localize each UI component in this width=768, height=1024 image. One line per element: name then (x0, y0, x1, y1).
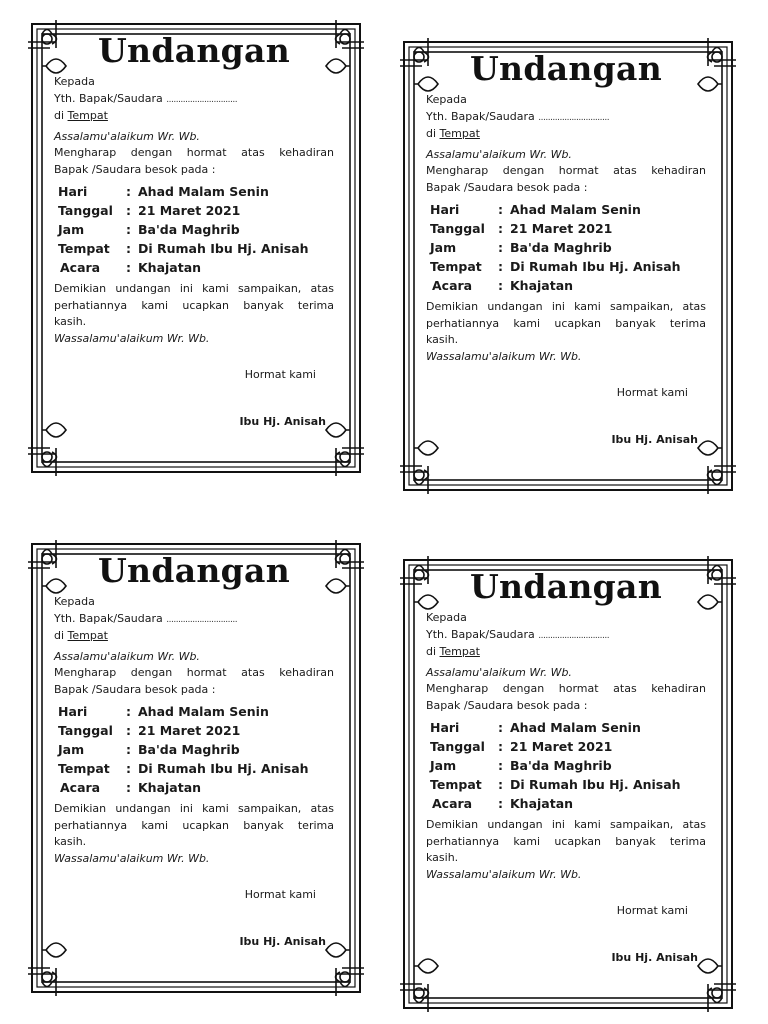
detail-colon: : (498, 278, 503, 293)
place-text: Tempat (67, 109, 108, 122)
closing-line-1: Demikian undangan ini kami sampaikan, atas (426, 818, 706, 831)
event-details (430, 200, 706, 295)
farewell: Wassalamu'alaikum Wr. Wb. (54, 851, 210, 865)
detail-colon: : (126, 222, 131, 237)
place-line: di Tempat (426, 645, 480, 658)
intro-line-1: Mengharap dengan hormat atas kehadiran (426, 164, 706, 177)
invitation-content (426, 50, 706, 448)
detail-value: Ba'da Maghrib (138, 222, 240, 237)
closing-line-1: Demikian undangan ini kami sampaikan, atas (54, 802, 334, 815)
detail-colon: : (498, 758, 503, 773)
recipient-line: Yth. Bapak/Saudara .............................. (426, 109, 610, 123)
addressee-label: Kepada (426, 611, 467, 624)
invitation-title: Undangan (97, 551, 291, 590)
detail-label: Tempat (58, 241, 110, 256)
detail-colon: : (498, 777, 503, 792)
detail-value: Ahad Malam Senin (510, 202, 641, 217)
detail-value: Ba'da Maghrib (138, 742, 240, 757)
invitation-title: Undangan (469, 49, 663, 88)
recipient-blank: .............................. (166, 94, 238, 105)
detail-value: Khajatan (510, 796, 574, 811)
intro-line-2: Bapak /Saudara besok pada : (426, 698, 588, 712)
detail-value: 21 Maret 2021 (138, 203, 241, 218)
detail-row (58, 702, 334, 721)
detail-value: Ahad Malam Senin (510, 720, 641, 735)
detail-value: Di Rumah Ibu Hj. Anisah (138, 241, 309, 256)
invitation-card-3 (26, 538, 366, 998)
detail-row (430, 200, 706, 219)
recipient-blank: .............................. (538, 112, 610, 123)
detail-value: Khajatan (138, 260, 202, 275)
detail-row (58, 759, 334, 778)
greeting: Assalamu'alaikum Wr. Wb. (54, 649, 200, 663)
event-details (58, 182, 334, 277)
detail-value: 21 Maret 2021 (510, 739, 613, 754)
invitation-content (426, 568, 706, 966)
signer-name: Ibu Hj. Anisah (611, 432, 698, 446)
recipient-line: Yth. Bapak/Saudara .............................. (426, 627, 610, 641)
detail-row (430, 276, 706, 295)
detail-value: Ahad Malam Senin (138, 704, 269, 719)
detail-colon: : (126, 780, 131, 795)
detail-label: Hari (58, 704, 88, 719)
greeting: Assalamu'alaikum Wr. Wb. (426, 147, 572, 161)
detail-label: Hari (430, 202, 460, 217)
greeting: Assalamu'alaikum Wr. Wb. (426, 665, 572, 679)
detail-label: Hari (430, 720, 460, 735)
signer-name: Ibu Hj. Anisah (239, 414, 326, 428)
place-text: Tempat (439, 127, 480, 140)
detail-label: Acara (60, 260, 101, 275)
detail-value: Di Rumah Ibu Hj. Anisah (510, 259, 681, 274)
detail-label: Tanggal (58, 723, 113, 738)
detail-label: Jam (430, 240, 457, 255)
invitation-content (54, 32, 334, 430)
detail-label: Jam (58, 222, 85, 237)
detail-row (430, 257, 706, 276)
addressee-label: Kepada (54, 75, 95, 88)
detail-row (58, 182, 334, 201)
closing-line-3: kasih. (426, 851, 459, 864)
detail-colon: : (498, 202, 503, 217)
detail-row (430, 238, 706, 257)
detail-label: Acara (432, 278, 473, 293)
invitation-card-2 (398, 36, 738, 496)
detail-colon: : (498, 259, 503, 274)
detail-row (430, 794, 706, 813)
detail-colon: : (126, 761, 131, 776)
detail-row (58, 220, 334, 239)
greeting: Assalamu'alaikum Wr. Wb. (54, 129, 200, 143)
farewell: Wassalamu'alaikum Wr. Wb. (426, 349, 582, 363)
detail-colon: : (126, 742, 131, 757)
closing-line-3: kasih. (426, 333, 459, 346)
invitation-title: Undangan (469, 567, 663, 606)
detail-label: Tanggal (430, 221, 485, 236)
detail-row (430, 219, 706, 238)
detail-row (58, 201, 334, 220)
detail-value: 21 Maret 2021 (510, 221, 613, 236)
closing-line-1: Demikian undangan ini kami sampaikan, atas (426, 300, 706, 313)
detail-label: Tanggal (430, 739, 485, 754)
addressee-label: Kepada (54, 595, 95, 608)
detail-value: Ba'da Maghrib (510, 758, 612, 773)
recipient-line: Yth. Bapak/Saudara .............................. (54, 91, 238, 105)
recipient-blank: .............................. (538, 630, 610, 641)
place-line: di Tempat (54, 109, 108, 122)
detail-row (430, 756, 706, 775)
signer-name: Ibu Hj. Anisah (611, 950, 698, 964)
intro-line-2: Bapak /Saudara besok pada : (54, 682, 216, 696)
detail-label: Tanggal (58, 203, 113, 218)
invitation-content (54, 552, 334, 950)
invitation-card-1 (26, 18, 366, 478)
detail-colon: : (126, 184, 131, 199)
detail-value: Di Rumah Ibu Hj. Anisah (510, 777, 681, 792)
detail-label: Tempat (430, 259, 482, 274)
detail-label: Tempat (430, 777, 482, 792)
detail-value: Ba'da Maghrib (510, 240, 612, 255)
signer-name: Ibu Hj. Anisah (239, 934, 326, 948)
closing-line-3: kasih. (54, 315, 87, 328)
place-line: di Tempat (54, 629, 108, 642)
detail-row (58, 239, 334, 258)
intro-line-2: Bapak /Saudara besok pada : (54, 162, 216, 176)
detail-label: Hari (58, 184, 88, 199)
event-details (430, 718, 706, 813)
detail-value: Khajatan (138, 780, 202, 795)
detail-colon: : (126, 241, 131, 256)
intro-line-1: Mengharap dengan hormat atas kehadiran (426, 682, 706, 695)
detail-value: 21 Maret 2021 (138, 723, 241, 738)
detail-label: Acara (432, 796, 473, 811)
detail-label: Tempat (58, 761, 110, 776)
detail-colon: : (498, 796, 503, 811)
regards-text: Hormat kami (616, 386, 688, 399)
invitation-title: Undangan (97, 31, 291, 70)
detail-value: Ahad Malam Senin (138, 184, 269, 199)
detail-colon: : (126, 704, 131, 719)
detail-row (430, 718, 706, 737)
detail-row (58, 258, 334, 277)
regards-text: Hormat kami (244, 368, 316, 381)
intro-line-2: Bapak /Saudara besok pada : (426, 180, 588, 194)
detail-row (58, 740, 334, 759)
detail-colon: : (126, 260, 131, 275)
addressee-label: Kepada (426, 93, 467, 106)
detail-row (430, 775, 706, 794)
invitation-card-4 (398, 554, 738, 1014)
closing-line-3: kasih. (54, 835, 87, 848)
regards-text: Hormat kami (244, 888, 316, 901)
detail-colon: : (498, 720, 503, 735)
detail-row (58, 721, 334, 740)
place-text: Tempat (439, 645, 480, 658)
detail-colon: : (498, 739, 503, 754)
farewell: Wassalamu'alaikum Wr. Wb. (426, 867, 582, 881)
event-details (58, 702, 334, 797)
closing-line-2: perhatiannya kami ucapkan banyak terima (426, 834, 706, 848)
recipient-blank: .............................. (166, 614, 238, 625)
farewell: Wassalamu'alaikum Wr. Wb. (54, 331, 210, 345)
place-line: di Tempat (426, 127, 480, 140)
detail-value: Di Rumah Ibu Hj. Anisah (138, 761, 309, 776)
recipient-line: Yth. Bapak/Saudara .............................. (54, 611, 238, 625)
intro-line-1: Mengharap dengan hormat atas kehadiran (54, 666, 334, 679)
closing-line-2: perhatiannya kami ucapkan banyak terima (54, 298, 334, 312)
place-text: Tempat (67, 629, 108, 642)
detail-value: Khajatan (510, 278, 574, 293)
detail-colon: : (498, 221, 503, 236)
closing-line-2: perhatiannya kami ucapkan banyak terima (426, 316, 706, 330)
detail-label: Jam (58, 742, 85, 757)
detail-label: Acara (60, 780, 101, 795)
closing-line-2: perhatiannya kami ucapkan banyak terima (54, 818, 334, 832)
detail-row (58, 778, 334, 797)
closing-line-1: Demikian undangan ini kami sampaikan, atas (54, 282, 334, 295)
detail-row (430, 737, 706, 756)
detail-colon: : (498, 240, 503, 255)
detail-colon: : (126, 723, 131, 738)
detail-colon: : (126, 203, 131, 218)
regards-text: Hormat kami (616, 904, 688, 917)
intro-line-1: Mengharap dengan hormat atas kehadiran (54, 146, 334, 159)
detail-label: Jam (430, 758, 457, 773)
